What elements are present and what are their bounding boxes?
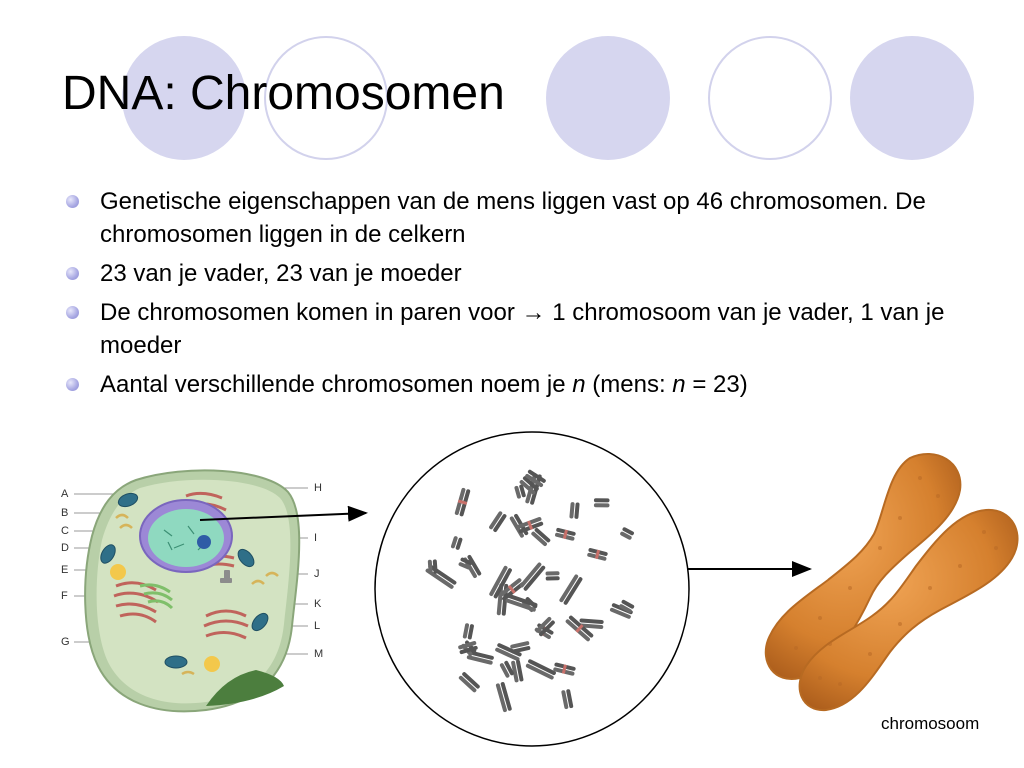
cell-label-d: D [61,542,69,554]
chromosome-caption: chromosoom [881,714,980,733]
cell-label-k: K [314,598,322,610]
cell-label-l: L [314,620,321,632]
cell-label-j: J [314,568,320,580]
bullet-text: De chromosomen komen in paren voor → 1 chromosoom van je vader, 1 van je moeder [100,299,945,359]
cell-label-g: G [61,636,70,648]
variable-n: n [672,371,686,398]
bullet-text-start: Aantal verschillende chromosomen noem je [100,371,573,398]
cell-label-e: E [61,564,69,576]
cell-label-h: H [314,482,322,494]
bullet-text-mid: (mens: [585,371,673,398]
chromosome-illustration [760,448,1022,714]
cell-label-c: C [61,525,69,537]
cell-label-f: F [61,590,68,602]
cell-label-a: A [61,488,69,500]
bullet-text: 23 van je vader, 23 van je moeder [100,260,462,287]
slide-title: DNA: Chromosomen [62,67,505,120]
cell-label-i: I [314,532,318,544]
variable-n: n [572,371,586,398]
bullet-text-end: = 23) [685,371,748,398]
karyotype-circle [372,430,692,750]
arrow-icon [200,513,366,520]
bullet-text: Genetische eigenschappen van de mens liggen vast op 46 chromosomen. De chromosomen liggen in de celkern [100,188,926,248]
cell-label-b: B [61,507,69,519]
cell-label-m: M [314,648,324,660]
